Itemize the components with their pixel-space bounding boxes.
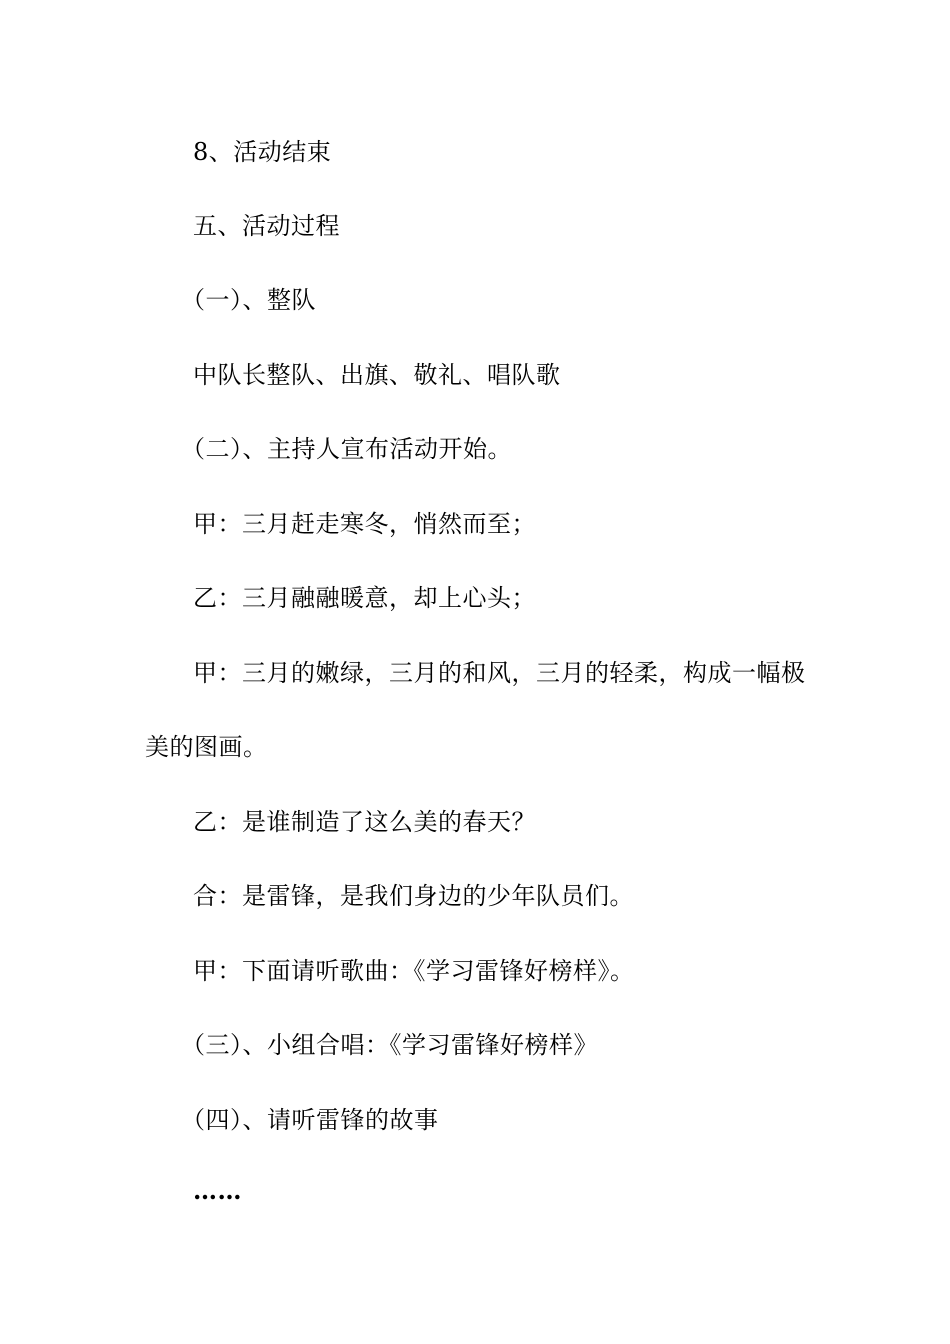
subheading-host-announces: （二）、主持人宣布活动开始。 (181, 435, 512, 463)
paragraph-line-up-steps: 中队长整队、出旗、敬礼、唱队歌 (193, 361, 561, 389)
dialogue-line-together: 合：是雷锋，是我们身边的少年队员们。 (193, 882, 634, 910)
subheading-group-chorus: （三）、小组合唱：《学习雷锋好榜样》 (181, 1031, 598, 1059)
ellipsis: …… (193, 1176, 242, 1205)
dialogue-line-jia-2-continued: 美的图画。 (145, 733, 268, 761)
dialogue-line-jia-3: 甲：下面请听歌曲：《学习雷锋好榜样》。 (193, 957, 635, 985)
subheading-lei-feng-story: （四）、请听雷锋的故事 (181, 1106, 439, 1134)
item-activity-end: 8、活动结束 (193, 138, 332, 166)
dialogue-line-jia-2: 甲：三月的嫩绿，三月的和风，三月的轻柔，构成一幅极 (193, 659, 806, 687)
section-heading-activity-process: 五、活动过程 (193, 212, 340, 240)
dialogue-line-yi-2: 乙：是谁制造了这么美的春天？ (193, 808, 536, 836)
subheading-line-up: （一）、整队 (181, 286, 316, 314)
dialogue-line-jia-1: 甲：三月赶走寒冬，悄然而至； (193, 510, 536, 538)
dialogue-line-yi-1: 乙：三月融融暖意，却上心头； (193, 584, 536, 612)
